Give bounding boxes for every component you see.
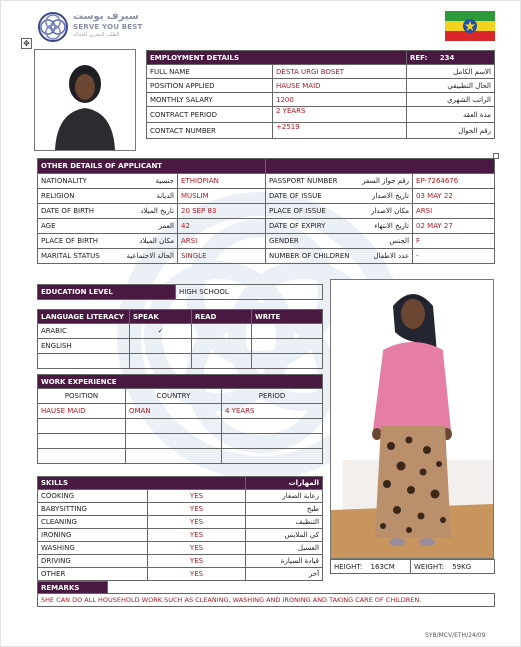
- detail-value: 02 MAY 27: [413, 219, 495, 234]
- skill-value: YES: [148, 503, 246, 516]
- height-value: 163CM: [370, 562, 395, 571]
- detail-label: DATE OF EXPIRY: [269, 222, 326, 230]
- move-handle-icon[interactable]: ✥: [21, 38, 32, 49]
- globe-logo-icon: [37, 11, 69, 43]
- employment-value: 1200: [273, 93, 407, 107]
- language-name: ARABIC: [38, 324, 130, 339]
- work-position: HAUSE MAID: [38, 404, 126, 419]
- detail-label-cell: [266, 174, 413, 189]
- skill-name: COOKING: [38, 490, 148, 503]
- detail-label-cell: [266, 249, 413, 264]
- employment-label: FULL NAME: [147, 65, 273, 79]
- work-empty-cell: [126, 449, 222, 464]
- detail-label: RELIGION: [41, 192, 75, 200]
- employment-label-arabic: رقم الجوال: [407, 123, 495, 139]
- employment-label-arabic: الاسم الكامل: [407, 65, 495, 79]
- portrait-photo: [34, 49, 136, 151]
- employment-label: MONTHLY SALARY: [147, 93, 273, 107]
- speak-header: SPEAK: [130, 310, 192, 324]
- detail-value: MUSLIM: [178, 189, 266, 204]
- detail-value: 20 SEP 83: [178, 204, 266, 219]
- full-body-figure-icon: [331, 280, 493, 558]
- skill-value: YES: [148, 555, 246, 568]
- detail-label: DATE OF ISSUE: [269, 192, 322, 200]
- work-empty-cell: [222, 434, 323, 449]
- detail-label-cell: [38, 204, 178, 219]
- agency-logo: [37, 9, 147, 45]
- remarks-text: SHE CAN DO ALL HOUSEHOLD WORK SUCH AS CLEANING, WASHING AND IRONING AND TAKING CARE OF CHILDREN.: [38, 594, 495, 607]
- remarks-header-blank: [108, 582, 495, 594]
- detail-label-cell: [266, 204, 413, 219]
- work-period: 4 YEARS: [222, 404, 323, 419]
- skill-value: YES: [148, 516, 246, 529]
- detail-label-arabic: تاريخ الاصدار: [371, 192, 410, 200]
- detail-value: SINGLE: [178, 249, 266, 264]
- skill-name: IRONING: [38, 529, 148, 542]
- language-header: LANGUAGE LITERACY: [38, 310, 130, 324]
- remarks-table: [37, 581, 495, 607]
- skill-name-arabic: قيادة السيارة: [246, 555, 323, 568]
- period-header: PERIOD: [222, 389, 323, 404]
- logo-arabic-text: سيرف يوست: [73, 11, 139, 22]
- detail-value: F: [413, 234, 495, 249]
- write-cell: [252, 339, 323, 354]
- work-experience-table: [37, 374, 323, 464]
- employment-label-arabic: الراتب الشهري: [407, 93, 495, 107]
- detail-label-arabic: مكان الميلاد: [139, 237, 174, 245]
- detail-value: ARSI: [413, 204, 495, 219]
- language-empty-cell: [192, 354, 252, 369]
- skill-name-arabic: آخر: [246, 568, 323, 581]
- detail-label: PLACE OF BIRTH: [41, 237, 99, 245]
- full-body-photo: [330, 279, 494, 559]
- employment-label-arabic: مدة العقد: [407, 107, 495, 123]
- height-label: HEIGHT:: [334, 562, 363, 571]
- skills-header: SKILLS: [38, 477, 246, 490]
- work-empty-cell: [38, 449, 126, 464]
- skills-table: [37, 476, 323, 581]
- skill-name-arabic: طبخ: [246, 503, 323, 516]
- position-header: POSITION: [38, 389, 126, 404]
- detail-value: ETHIOPIAN: [178, 174, 266, 189]
- language-name: ENGLISH: [38, 339, 130, 354]
- skill-name-arabic: التنظيف: [246, 516, 323, 529]
- detail-label-arabic: العمر: [158, 222, 174, 230]
- weight-label: WEIGHT:: [414, 562, 444, 571]
- read-header: READ: [192, 310, 252, 324]
- employment-label: CONTACT NUMBER: [147, 123, 273, 139]
- weight-value: 59KG: [452, 562, 472, 571]
- skill-name: DRIVING: [38, 555, 148, 568]
- detail-label-arabic: الحالة الاجتماعية: [126, 252, 174, 260]
- detail-label-arabic: جنسية: [155, 177, 174, 185]
- skill-name-arabic: رعاية الصغار: [246, 490, 323, 503]
- education-table: [37, 284, 323, 300]
- language-empty-cell: [130, 354, 192, 369]
- detail-label: AGE: [41, 222, 56, 230]
- detail-label-cell: [38, 219, 178, 234]
- weight-cell: [411, 560, 495, 574]
- detail-value: 03 MAY 22: [413, 189, 495, 204]
- language-table: [37, 309, 323, 369]
- skill-value: YES: [148, 568, 246, 581]
- skill-name: WASHING: [38, 542, 148, 555]
- write-cell: [252, 324, 323, 339]
- education-value: HIGH SCHOOL: [176, 285, 323, 300]
- work-empty-cell: [222, 449, 323, 464]
- detail-label-arabic: الجنس: [389, 237, 410, 245]
- read-cell: [192, 324, 252, 339]
- skill-name-arabic: الغسيل: [246, 542, 323, 555]
- skill-name-arabic: كي الملابس: [246, 529, 323, 542]
- work-country: OMAN: [126, 404, 222, 419]
- detail-label-cell: [266, 219, 413, 234]
- detail-label-arabic: رقم جواز السفر: [362, 177, 410, 185]
- other-details-table: [37, 158, 495, 264]
- read-cell: [192, 339, 252, 354]
- work-empty-cell: [126, 434, 222, 449]
- employment-value: DESTA URGI BOSET: [273, 65, 407, 79]
- employment-label: CONTRACT PERIOD: [147, 107, 273, 123]
- country-header: COUNTRY: [126, 389, 222, 404]
- document-code: SYB/MCV/ETH/24/09: [425, 632, 486, 639]
- detail-label-cell: [266, 189, 413, 204]
- work-empty-cell: [38, 434, 126, 449]
- work-empty-cell: [38, 419, 126, 434]
- work-empty-cell: [222, 419, 323, 434]
- detail-label: PASSPORT NUMBER: [269, 177, 338, 185]
- ref-value: 234: [439, 53, 455, 62]
- detail-label-arabic: مكان الاصدار: [371, 207, 410, 215]
- measurements-table: [330, 559, 495, 574]
- detail-label-arabic: الديانة: [156, 192, 174, 200]
- detail-value: EP-7264676: [413, 174, 495, 189]
- ref-cell: [407, 51, 495, 65]
- detail-value: 42: [178, 219, 266, 234]
- detail-label-arabic: تاريخ الانتهاء: [374, 222, 410, 230]
- write-header: WRITE: [252, 310, 323, 324]
- skill-value: YES: [148, 490, 246, 503]
- skill-name: CLEANING: [38, 516, 148, 529]
- height-cell: [331, 560, 411, 574]
- employment-details-table: [146, 50, 495, 139]
- detail-label: DATE OF BIRTH: [41, 207, 94, 215]
- language-empty-cell: [38, 354, 130, 369]
- skill-name: OTHER: [38, 568, 148, 581]
- ethiopia-flag-icon: [445, 11, 495, 41]
- skill-value: YES: [148, 529, 246, 542]
- skill-value: YES: [148, 542, 246, 555]
- checkmark-icon: ✓: [130, 324, 192, 339]
- other-details-header: OTHER DETAILS OF APPLICANT: [38, 159, 266, 174]
- detail-label-cell: [38, 174, 178, 189]
- work-experience-header: WORK EXPERIENCE: [38, 375, 323, 389]
- employment-value: 2 YEARS: [273, 107, 407, 123]
- education-label: EDUCATION LEVEL: [38, 285, 176, 300]
- speak-cell: [130, 339, 192, 354]
- skills-header-arabic: المهارات: [246, 477, 323, 490]
- employment-label-arabic: الحال التطبيقي: [407, 79, 495, 93]
- detail-label-cell: [38, 249, 178, 264]
- detail-value: ARSI: [178, 234, 266, 249]
- employment-label: POSITION APPLIED: [147, 79, 273, 93]
- detail-label: NUMBER OF CHILDREN: [269, 252, 350, 260]
- language-empty-cell: [252, 354, 323, 369]
- employment-value: HAUSE MAID: [273, 79, 407, 93]
- work-empty-cell: [126, 419, 222, 434]
- logo-sub-text: الطلب البشري للعمالة: [73, 32, 120, 38]
- detail-label-cell: [266, 234, 413, 249]
- ref-label: REF:: [410, 53, 428, 62]
- detail-label-cell: [38, 234, 178, 249]
- detail-label: PLACE OF ISSUE: [269, 207, 326, 215]
- remarks-header: REMARKS: [38, 582, 108, 594]
- portrait-figure-icon: [35, 50, 135, 150]
- other-details-header-blank: [266, 159, 495, 174]
- skill-name: BABYSITTING: [38, 503, 148, 516]
- employment-value: +2519: [273, 123, 407, 139]
- detail-label: GENDER: [269, 237, 299, 245]
- logo-english-text: SERVE YOU BEST: [73, 23, 143, 31]
- detail-value: -: [413, 249, 495, 264]
- detail-label: NATIONALITY: [41, 177, 87, 185]
- detail-label-arabic: عدد الاطفال: [373, 252, 410, 260]
- detail-label-arabic: تاريخ الميلاد: [140, 207, 174, 215]
- detail-label: MARITAL STATUS: [41, 252, 100, 260]
- employment-details-header: EMPLOYMENT DETAILS: [147, 51, 407, 65]
- detail-label-cell: [38, 189, 178, 204]
